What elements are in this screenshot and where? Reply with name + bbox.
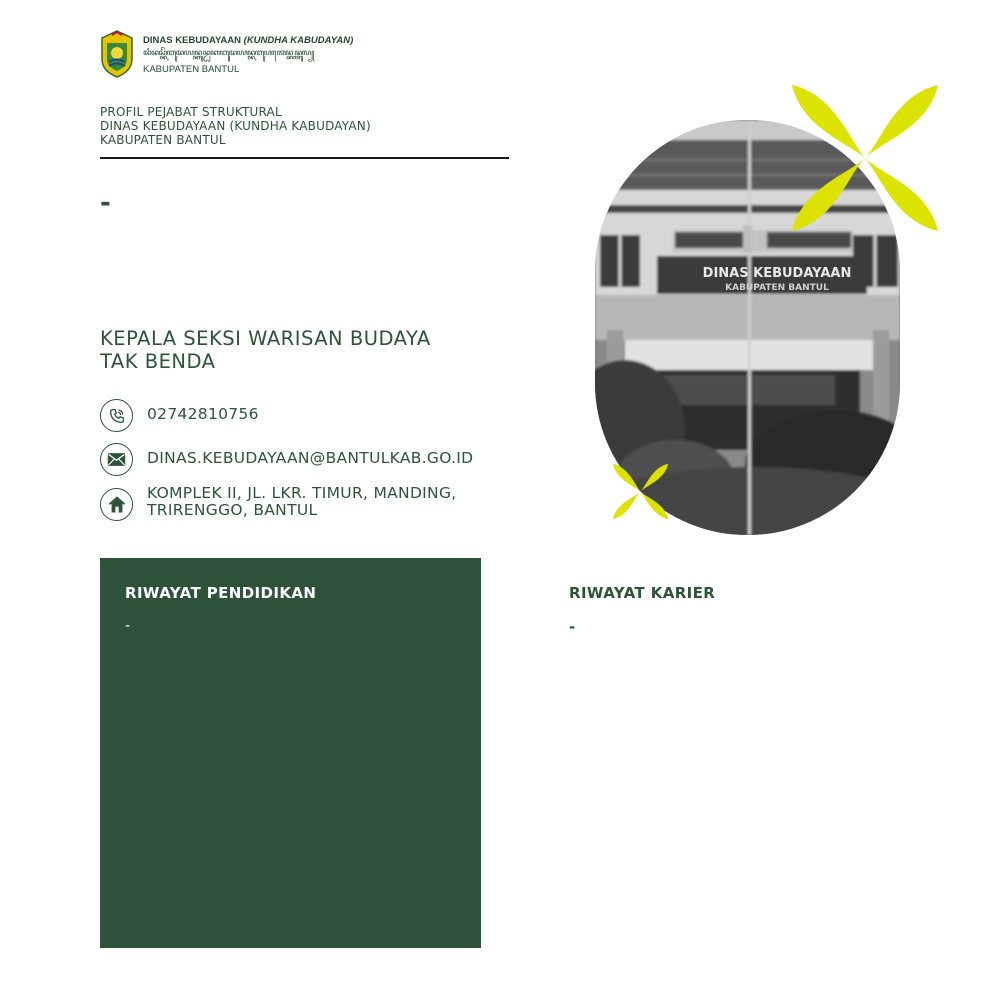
education-title: RIWAYAT PENDIDIKAN: [125, 584, 317, 602]
kabupaten-bantul-emblem-icon: [99, 29, 135, 79]
home-icon: [100, 488, 133, 521]
page-header: [100, 105, 520, 147]
logo-subtitle: KABUPATEN BANTUL: [143, 64, 240, 75]
email-icon: [100, 443, 133, 476]
address: KOMPLEK II, JL. LKR. TIMUR, MANDING, TRIRENGGO, BANTUL: [147, 484, 457, 519]
header-line-3: KABUPATEN BANTUL: [100, 133, 226, 147]
phone-icon: [100, 399, 133, 432]
career-title: RIWAYAT KARIER: [569, 584, 716, 602]
photo-sign-line-2: KABUPATEN BANTUL: [725, 283, 829, 293]
small-flower-decoration-icon: [612, 463, 669, 520]
logo-javanese-script: ꦢꦶꦤꦱ꧀ꦏꦼꦧꦸꦢꦪꦤ꧀ꦏꦸꦤ꧀ꦝꦏꦧꦸꦢꦪꦤ꧀ꦏꦧꦸꦥꦠꦺꦤ꧀ꦧꦤ꧀ꦠꦸꦭ꧀: [143, 48, 314, 57]
large-flower-decoration-icon: [790, 83, 940, 233]
header-line-2: DINAS KEBUDAYAAN (KUNDHA KABUDAYAN): [100, 119, 371, 133]
header-divider: [100, 157, 509, 159]
phone-number[interactable]: 02742810756: [147, 405, 259, 423]
photo-sign-line-1: DINAS KEBUDAYAAN: [702, 266, 852, 281]
logo-text: [143, 35, 403, 75]
official-name: -: [100, 188, 111, 218]
education-panel: [100, 558, 481, 948]
career-value: -: [569, 618, 576, 636]
position-title: KEPALA SEKSI WARISAN BUDAYA TAK BENDA: [100, 327, 431, 373]
education-value: -: [125, 618, 131, 634]
logo-title: DINAS KEBUDAYAAN (KUNDHA KABUDAYAN): [143, 35, 354, 46]
email-address[interactable]: DINAS.KEBUDAYAAN@BANTULKAB.GO.ID: [147, 449, 474, 467]
header-line-1: PROFIL PEJABAT STRUKTURAL: [100, 105, 282, 119]
